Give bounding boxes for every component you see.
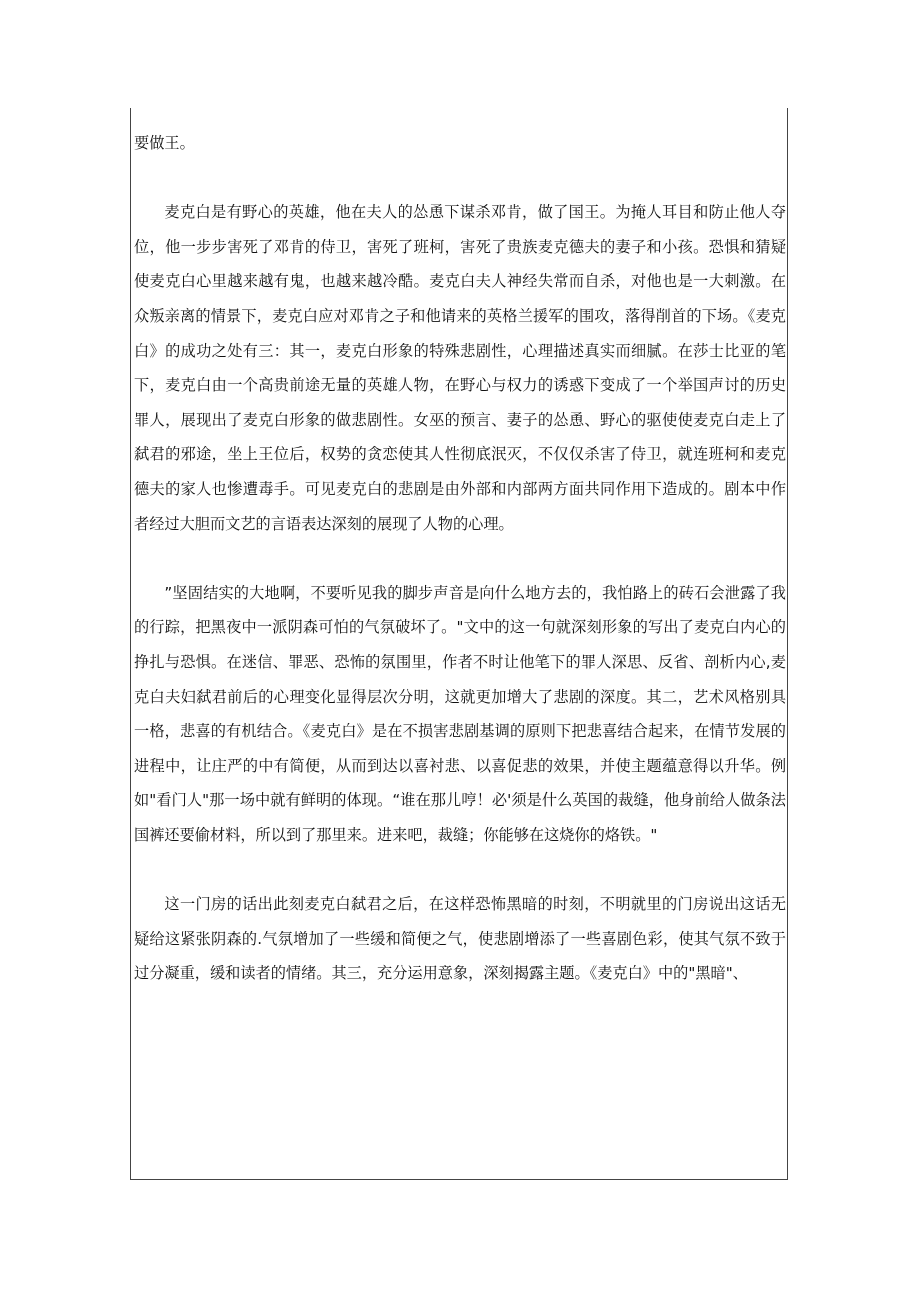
paragraph-4: 这一门房的话出此刻麦克白弑君之后，在这样恐怖黑暗的时刻，不明就里的门房说出这话无疑给这紧张阴森的.气氛增加了一些缓和简便之气，使悲剧增添了一些喜剧色彩，使其气氛不致于过分凝重，缓和读者的情绪。其三，充分运用意象，深刻揭露主题。《麦克白》中的"黑暗"、 <box>134 895 786 983</box>
paragraph-2: 麦克白是有野心的英雄，他在夫人的怂恿下谋杀邓肯，做了国王。为掩人耳目和防止他人夺位，他一步步害死了邓肯的侍卫，害死了班柯，害死了贵族麦克德夫的妻子和小孩。恐惧和猜疑使麦克白心里越来越有鬼，也越来越冷酷。麦克白夫人神经失常而自杀，对他也是一大刺激。在众叛亲离的情景下，麦克白应对邓肯之子和他请来的英格兰援军的围攻，落得削首的下场。《麦克白》的成功之处有三：其一，麦克白形象的特殊悲剧性，心理描述真实而细腻。在莎士比亚的笔下，麦克白由一个高贵前途无量的英雄人物，在野心与权力的诱惑下变成了一个举国声讨的历史罪人，展现出了麦克白形象的做悲剧性。女巫的预言、妻子的怂恿、野心的驱使使麦克白走上了弑君的邪途，坐上王位后，权势的贪恋使其人性彻底泯灭，不仅仅杀害了侍卫，就连班柯和麦克德夫的家人也惨遭毒手。可见麦克白的悲剧是由外部和内部两方面共同作用下造成的。剧本中作者经过大胆而文艺的言语表达深刻的展现了人物的心理。 <box>134 203 786 533</box>
paragraph-1: 要做王。 <box>134 134 195 152</box>
document-body <box>134 126 786 991</box>
paragraph-3: ”坚固结实的大地啊，不要听见我的脚步声音是向什么地方去的，我怕路上的砖石会泄露了我的行踪，把黑夜中一派阴森可怕的气氛破坏了。"文中的这一句就深刻形象的写出了麦克白内心的挣扎与恐惧。在迷信、罪恶、恐怖的氛围里，作者不时让他笔下的罪人深思、反省、剖析内心,麦克白夫妇弑君前后的心理变化显得层次分明，这就更加增大了悲剧的深度。其二，艺术风格别具一格，悲喜的有机结合。《麦克白》是在不损害悲剧基调的原则下把悲喜结合起来，在情节发展的进程中，让庄严的中有简便，从而到达以喜衬悲、以喜促悲的效果，并使主题蕴意得以升华。例如"看门人"那一场中就有鲜明的体现。“谁在那儿哼！必'须是什么英国的裁缝，他身前给人做条法国裤还要偷材料，所以到了那里来。进来吧，裁缝；你能够在这烧你的烙铁。" <box>134 583 786 844</box>
